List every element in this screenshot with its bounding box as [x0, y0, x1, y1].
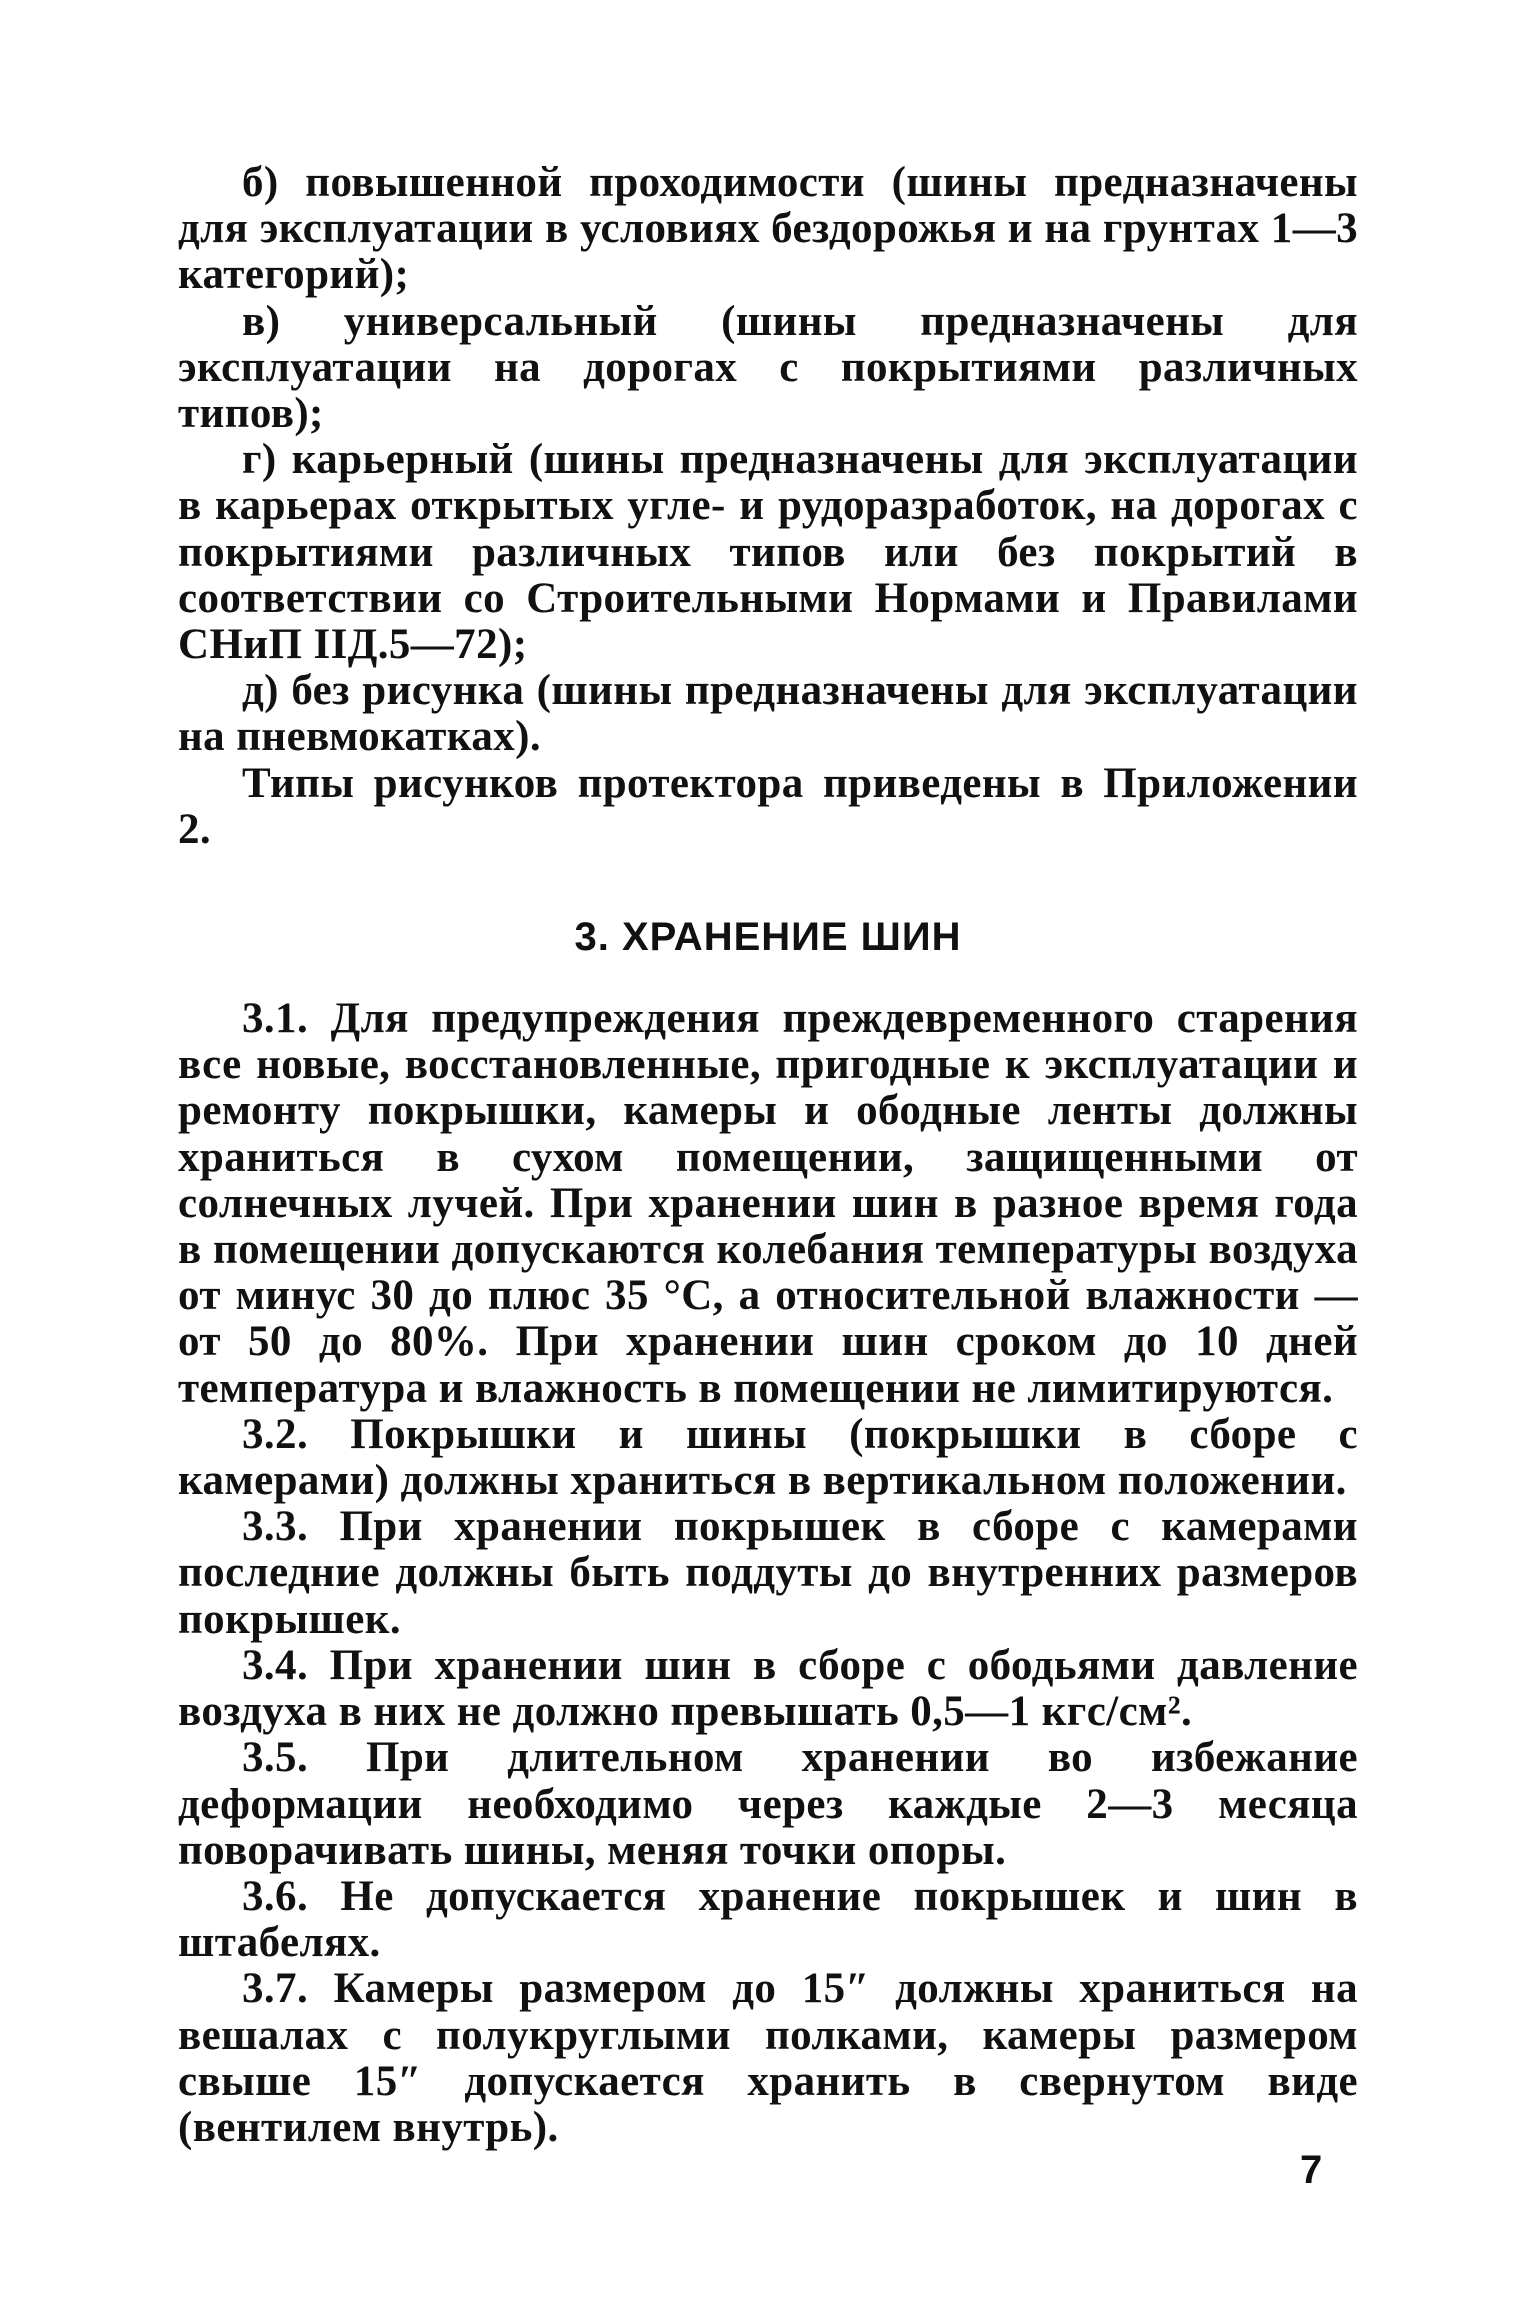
paragraph-3-6: 3.6. Не допускается хранение покрышек и шин в штабелях.: [178, 1872, 1358, 1967]
paragraph-d-no-pattern: д) без рисунка (шины предназначены для эксплуатации на пневмокатках).: [178, 667, 1358, 761]
section-heading: 3. ХРАНЕНИЕ ШИН: [574, 915, 962, 960]
paragraph-v-universal: в) универсальный (шины предназначены для эксплуатации на дорогах с покрытиями различных типов);: [178, 297, 1358, 438]
paragraph-3-1: 3.1. Для предупреждения преждевременного старения все новые, восстановленные, пригодные к эксплуатации и ремонту покрышки, камеры и ободные ленты должны храниться в сухом помещении, защищенными от солнечных лучей. При хранении шин в разное время года в помещении допускаются колебания температуры воздуха от минус 30 до плюс 35 °С, а относительной влажности — от 50 до 80%. При хранении шин сроком до 10 дней температура и влажность в помещении не лимитируются.: [178, 995, 1358, 1412]
paragraph-3-5: 3.5. При длительном хранении во избежание деформации необходимо через каждые 2—3 месяца поворачивать шины, меняя точки опоры.: [178, 1734, 1358, 1874]
paragraph-3-4: 3.4. При хранении шин в сборе с ободьями давление воздуха в них не должно превышать 0,5—1 кгс/см².: [178, 1641, 1358, 1736]
paragraph-tread-types: Типы рисунков протектора приведены в Приложении 2.: [178, 759, 1358, 853]
paragraph-3-3: 3.3. При хранении покрышек в сборе с камерами последние должны быть поддуты до внутренних размеров покрышек.: [178, 1503, 1358, 1643]
document-page: [178, 160, 1358, 2151]
paragraph-g-quarry: г) карьерный (шины предназначены для эксплуатации в карьерах открытых угле- и рудоразработок, на дорогах с покрытиями различных типов или без покрытий в соответствии со Строительными Нормами и Правилами СНиП IIД.5—72);: [178, 436, 1358, 669]
page-number: 7: [1300, 2148, 1323, 2192]
paragraph-b-high-passability: б) повышенной проходимости (шины предназначены для эксплуатации в условиях бездорожья и на грунтах 1—3 категорий);: [178, 159, 1358, 299]
paragraph-3-2: 3.2. Покрышки и шины (покрышки в сборе с камерами) должны храниться в вертикальном положении.: [178, 1410, 1358, 1505]
paragraph-3-7: 3.7. Камеры размером до 15″ должны храниться на вешалах с полукруглыми полками, камеры размером свыше 15″ допускается хранить в свернутом виде (вентилем внутрь).: [178, 1965, 1358, 2151]
